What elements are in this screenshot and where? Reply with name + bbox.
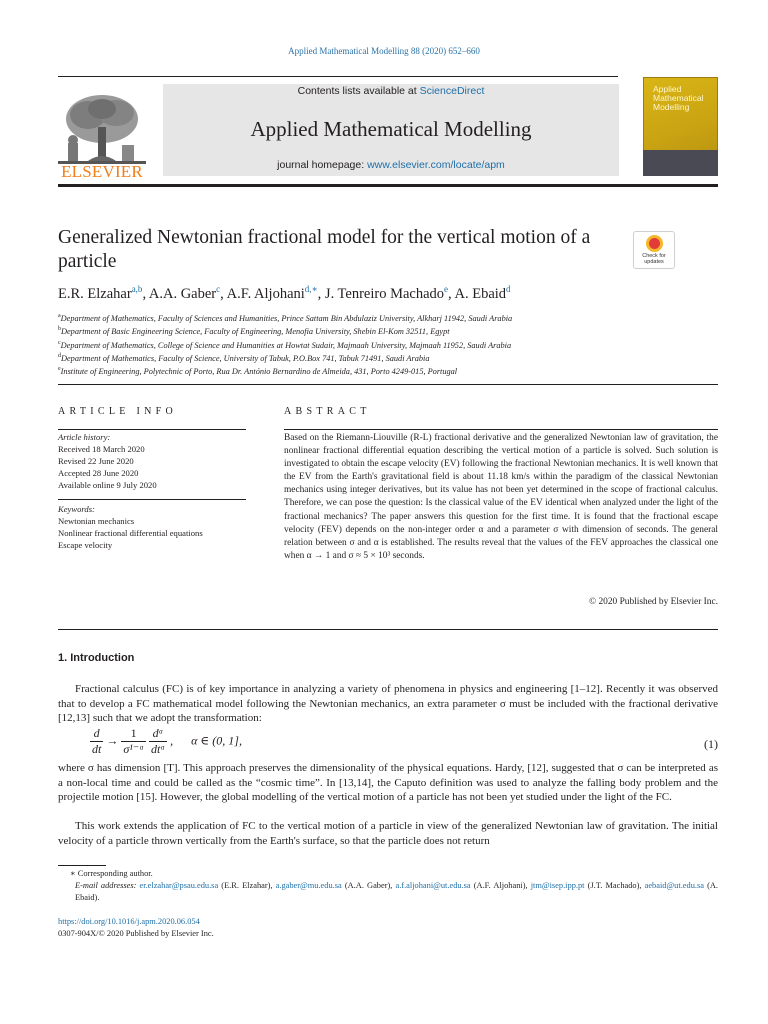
journal-title: Applied Mathematical Modelling xyxy=(250,117,532,141)
keywords xyxy=(58,503,246,551)
affiliation-key: a xyxy=(58,313,61,319)
email-owner: (E.R. Elzahar), xyxy=(218,881,276,890)
affiliation-item xyxy=(58,338,718,351)
cover-title: Applied Mathematical Modelling xyxy=(653,84,704,112)
check-for-updates-button[interactable] xyxy=(633,231,675,269)
affiliation-item xyxy=(58,364,718,377)
equation-number: (1) xyxy=(704,737,718,751)
author-name: E.R. Elzahar xyxy=(58,285,132,302)
affiliation-text: Department of Mathematics, Faculty of Science, University of Tabuk, P.O.Box 741, Tabuk 71491, Saudi Arabia xyxy=(61,353,430,363)
affiliation-text: Institute of Engineering, Polytechnic of Porto, Rua Dr. António Bernardino de Almeida, 431, Porto 4249-015, Portugal xyxy=(60,366,458,376)
intro-paragraph: This work extends the application of FC to the vertical motion of a particle in view of the generalized Newtonian law of gravitation. The initial velocity of a particle thrown vertically from the Earth's surface, so that the particle does not return xyxy=(58,820,718,847)
issn-line: 0307-904X/© 2020 Published by Elsevier Inc. xyxy=(58,929,214,938)
article-info-heading: ARTICLE INFO xyxy=(58,406,178,417)
email-owner: (A.A. Gaber), xyxy=(341,881,396,890)
email-owner: (A. Ebaid). xyxy=(75,881,718,902)
article-info-rule xyxy=(58,429,246,430)
email-link[interactable]: a.gaber@mu.edu.sa xyxy=(275,881,342,890)
bookmark-icon xyxy=(646,235,663,252)
affiliation-key: c xyxy=(58,339,61,346)
affiliation-item xyxy=(58,324,718,337)
intro-paragraph: Fractional calculus (FC) is of key importance in analyzing a variety of phenomena in physics and engineering [1–12]. Recently it was observed that to develop a FC mathematical model following the Newtonian mechanics, an extra parameter σ must be included with the fractional derivative [12,13] such that we adopt the transformation: xyxy=(58,683,718,724)
email-link[interactable]: jtm@isep.ipp.pt xyxy=(530,881,585,890)
affiliation-key: e xyxy=(58,366,61,373)
history-item: Accepted 28 June 2020 xyxy=(58,468,139,478)
doi-link[interactable]: https://doi.org/10.1016/j.apm.2020.06.054 xyxy=(58,917,200,926)
eq-fraction: $\frac{d}{dt}$ xyxy=(92,726,102,756)
affiliation-text: Department of Basic Engineering Science, Faculty of Engineering, Menofia University, Shebin El-Kom 32511, Egypt xyxy=(61,327,450,337)
masthead-top-rule xyxy=(58,76,618,77)
email-link[interactable]: a.f.aljohani@ut.edu.sa xyxy=(395,881,471,890)
homepage-link[interactable]: www.elsevier.com/locate/apm xyxy=(367,159,505,171)
masthead-thick-rule xyxy=(58,184,718,187)
cover-band xyxy=(643,150,718,176)
abstract-copyright: © 2020 Published by Elsevier Inc. xyxy=(589,597,718,607)
author-list: E.R. Elzahar$^{a,b}$, A.A. Gaber$^c$, A.F. Aljohani$^{d,∗}$, J. Tenreiro Machado$^e$, A. Ebaid$^d$ xyxy=(58,284,511,302)
affiliation-rule xyxy=(58,384,718,385)
email-owner: (A.F. Aljohani), xyxy=(470,881,531,890)
author-affiliation-mark[interactable]: a,b xyxy=(131,284,143,294)
abstract-bottom-rule xyxy=(58,629,718,630)
author-name: A.F. Aljohani xyxy=(226,285,305,302)
abstract-text: Based on the Riemann-Liouville (R-L) fractional derivative and the generalized Newtonian law of gravitation, the nonlinear fractional differential equation describing the vertical motion of a particle is solved. Such solution is investigated to obtain the escape velocity (EV) following the fractional Newtonian mechanics. It is well known that the EV from the Earth's gravitational field is about 11.18 km/s within the paradigm of the classical Newtonian mechanics using integer derivatives, but its value has not been yet determined in the scope of fractional calculus. Therefore, we can pose the question: Is the classical value of the EV identical when analyzed under the light of the fractional mechanics? The paper answers this question for the first time. It is found that the fractional escape velocity (FEV) depends on the non-integer order α and a parameter σ with dimension of seconds. The general relation between σ and α is established. The results reveal that the values of the FEV approaches the classical one when α → 1 and σ ≈ 5 × 10³ seconds. xyxy=(284,433,718,561)
keywords-label: Keywords: xyxy=(58,504,95,514)
homepage-line: journal homepage: www.elsevier.com/locate/apm xyxy=(277,159,505,171)
affiliation-text: Department of Mathematics, College of Science and Humanities at Howtat Sudair, Majmaah University, Majmaah 11952, Saudi Arabia xyxy=(60,340,512,350)
article-history xyxy=(58,431,246,491)
footnotes xyxy=(58,868,718,904)
author-name: A. Ebaid xyxy=(454,285,507,302)
affiliation-key: b xyxy=(58,326,61,333)
section-heading-introduction: 1. Introduction xyxy=(58,652,135,664)
author-affiliation-mark[interactable]: e xyxy=(444,284,449,294)
contents-line: Contents lists available at ScienceDirect xyxy=(297,85,485,97)
email-link[interactable]: er.elzahar@psau.edu.sa xyxy=(139,881,219,890)
email-link[interactable]: aebaid@ut.edu.sa xyxy=(644,881,704,890)
intro-paragraph: where σ has dimension [T]. This approach preserves the dimensionality of the physical equations. Hardy, [12], suggested that σ can be interpreted as a non-local time and could be called as the “cosmic time”. In [13,14], the Caputo definition was used to analyze the falling body problem and the projectile motion [15]. However, the global modelling of the vertical motion of a particle has not been yet studied under the light of the FC. xyxy=(58,762,718,803)
equation-1 xyxy=(90,726,718,760)
check-updates-label: Check for updates xyxy=(642,253,666,265)
doi-block xyxy=(58,916,718,940)
eq-fraction: $\frac{\text{dᵅ}}{\text{dtᵅ}}$ xyxy=(150,726,166,756)
affiliation-list xyxy=(58,311,718,377)
email-owner: (J.T. Machado), xyxy=(584,881,645,890)
author-name: A.A. Gaber xyxy=(148,285,217,302)
affiliation-key: d xyxy=(58,352,61,359)
affiliation-item xyxy=(58,351,718,364)
author-affiliation-mark[interactable]: c xyxy=(216,284,221,294)
history-item: Received 18 March 2020 xyxy=(58,444,145,454)
author-affiliation-mark[interactable]: d,∗ xyxy=(304,284,318,294)
history-label: Article history: xyxy=(58,432,111,442)
abstract-heading: ABSTRACT xyxy=(284,406,371,417)
journal-citation[interactable]: Applied Mathematical Modelling 88 (2020) 652–660 xyxy=(288,46,480,56)
keyword-item: Escape velocity xyxy=(58,540,113,550)
keyword-item: Newtonian mechanics xyxy=(58,516,135,526)
keywords-rule xyxy=(58,499,246,500)
corresponding-author-note: ∗ Corresponding author. xyxy=(70,869,153,878)
history-item: Available online 9 July 2020 xyxy=(58,480,157,490)
email-addresses: E-mail addresses: er.elzahar@psau.edu.sa (E.R. Elzahar), a.gaber@mu.edu.sa (A.A. Gaber), a.f.aljohani@ut.edu.sa (A.F. Aljohani), jtm@isep.ipp.pt (J.T. Machado), aebaid@ut.edu.sa (A. Ebaid). xyxy=(75,881,718,902)
affiliation-text: Department of Mathematics, Faculty of Sciences and Humanities, Prince Sattam Bin Abdulaziz University, Alkharj 11942, Saudi Arabia xyxy=(60,313,513,323)
keyword-item: Nonlinear fractional differential equations xyxy=(58,528,203,538)
sciencedirect-link[interactable]: ScienceDirect xyxy=(419,85,485,97)
eq-condition: , α ∈ (0, 1], xyxy=(170,733,242,748)
footnote-rule xyxy=(58,865,106,866)
affiliation-item xyxy=(58,311,718,324)
author-name: J. Tenreiro Machado xyxy=(324,285,445,302)
elsevier-wordmark: ELSEVIER xyxy=(61,162,143,181)
article-title: Generalized Newtonian fractional model for the vertical motion of a particle xyxy=(58,227,591,272)
history-item: Revised 22 June 2020 xyxy=(58,456,134,466)
abstract-rule xyxy=(284,429,718,430)
eq-arrow: → xyxy=(106,733,119,748)
eq-fraction: $\frac{1}{\text{σ¹⁻ᵅ}}$ xyxy=(123,726,144,756)
author-affiliation-mark[interactable]: d xyxy=(506,284,511,294)
